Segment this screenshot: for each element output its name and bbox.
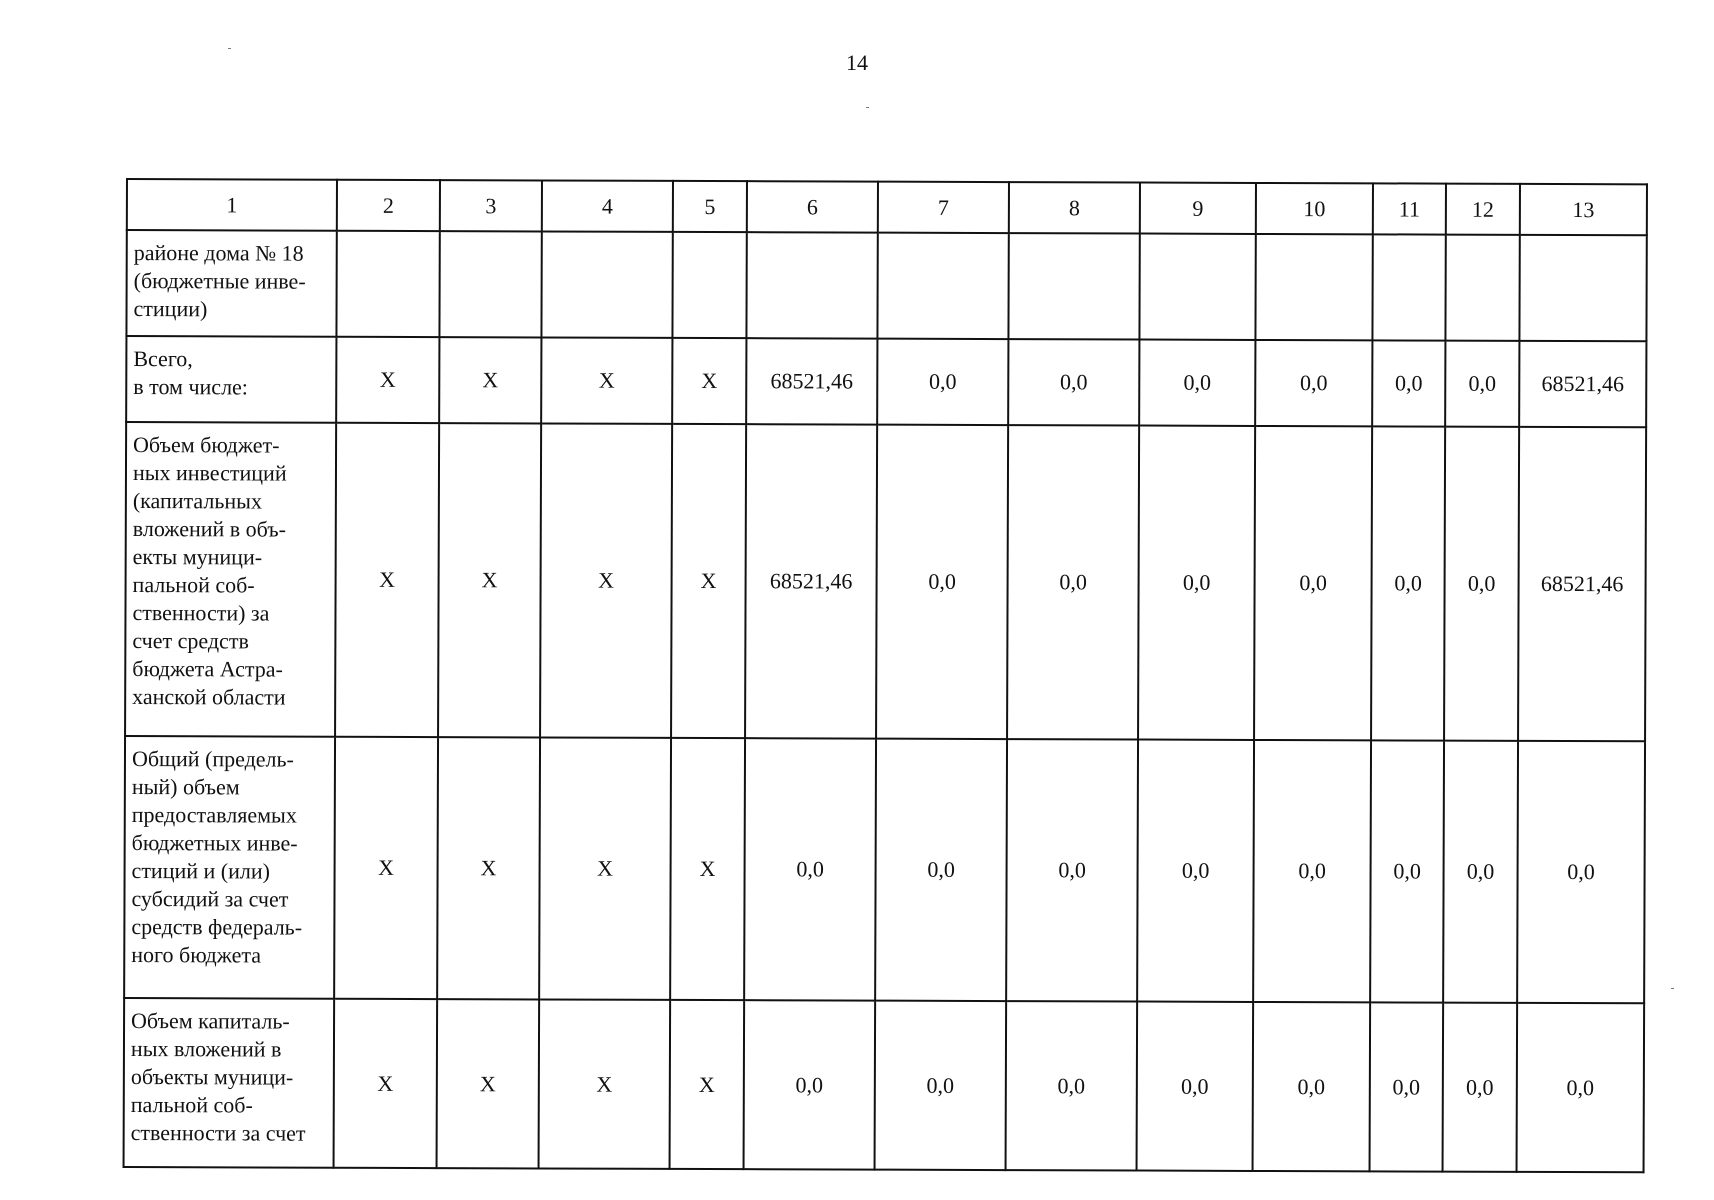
table-cell: 0,0	[1137, 1002, 1254, 1171]
table-cell: 0,0	[1006, 1001, 1138, 1170]
column-header: 5	[673, 181, 747, 232]
table-cell: 68521,46	[1518, 427, 1646, 741]
column-header: 4	[542, 180, 673, 231]
table-cell	[1139, 234, 1255, 340]
table-cell: 0,0	[1007, 425, 1139, 739]
table-cell	[541, 231, 672, 337]
table-cell: X	[672, 338, 746, 424]
table-row-regional-budget	[125, 422, 1646, 741]
table-cell: 0,0	[1443, 741, 1518, 1003]
table-cell: 0,0	[1517, 1003, 1645, 1172]
table-cell	[1008, 233, 1139, 339]
table-cell	[439, 231, 541, 337]
table-cell: X	[437, 999, 540, 1168]
table-cell: 0,0	[1372, 340, 1445, 426]
row-label: Всего, в том числе:	[126, 336, 336, 423]
scan-speck	[228, 48, 231, 49]
table-cell: 0,0	[744, 1000, 876, 1169]
table-cell: X	[437, 737, 540, 999]
table-cell	[336, 231, 439, 337]
table-cell: 0,0	[1253, 740, 1371, 1002]
table-cell: 0,0	[744, 738, 876, 1000]
table-cell: X	[541, 337, 672, 423]
row-label: районе дома № 18 (бюджетные инве- стиции)	[126, 230, 336, 337]
table-cell: X	[670, 1000, 745, 1169]
column-header: 8	[1009, 182, 1140, 233]
table-row-capital-investment	[124, 998, 1645, 1172]
table-cell: 0,0	[1008, 339, 1139, 425]
table-cell: 0,0	[1139, 340, 1255, 426]
table-cell: 0,0	[1137, 740, 1254, 1002]
table-cell: X	[336, 337, 439, 423]
table-cell: 0,0	[1444, 427, 1519, 741]
scan-speck	[1671, 988, 1674, 989]
table-cell: X	[335, 423, 439, 737]
table-cell: 0,0	[1443, 1003, 1518, 1172]
table-cell: X	[439, 337, 541, 423]
table-cell: X	[670, 738, 745, 1000]
table-cell: 0,0	[1255, 340, 1372, 426]
table-cell: X	[334, 737, 438, 999]
table-cell	[877, 233, 1008, 339]
table-cell: 0,0	[1371, 426, 1445, 740]
table-cell: 0,0	[877, 339, 1008, 425]
column-header: 3	[440, 180, 542, 231]
table-cell: 0,0	[1253, 1002, 1371, 1171]
table-cell: 0,0	[1517, 741, 1645, 1003]
table-cell: X	[540, 423, 672, 737]
page-number: 14	[846, 50, 868, 75]
table-cell	[746, 232, 877, 338]
column-header: 11	[1373, 183, 1446, 234]
table-cell	[672, 232, 746, 338]
column-header: 2	[337, 180, 440, 231]
row-label: Объем капиталь- ных вложений в объекты муници- пальной соб- ственности за счет	[124, 998, 335, 1168]
row-label: Объем бюджет- ных инвестиций (капитальных вложений в объ- екты муници- пальной соб- ственности) за счет средств бюджета Астра- ханской области	[125, 422, 336, 737]
table-cell: X	[438, 423, 541, 737]
column-header: 1	[127, 179, 337, 231]
table-row-federal-budget	[124, 736, 1645, 1003]
table-cell: 0,0	[1254, 426, 1372, 740]
row-label: Общий (предель- ный) объем предоставляемых бюджетных инве- стиций и (или) субсидий за счет средств федераль- ного бюджета	[124, 736, 335, 999]
column-header: 10	[1256, 183, 1373, 234]
column-header: 7	[878, 182, 1009, 233]
column-header: 9	[1140, 183, 1256, 234]
table-cell: 0,0	[876, 425, 1008, 739]
table-cell: 0,0	[875, 1001, 1007, 1170]
table-cell: 0,0	[1370, 740, 1444, 1002]
table-cell: 0,0	[1138, 426, 1255, 740]
table-cell: 68521,46	[745, 424, 877, 738]
table-cell	[1445, 235, 1519, 341]
column-header: 12	[1446, 184, 1520, 235]
table-cell: X	[334, 999, 438, 1168]
table-cell: 68521,46	[746, 338, 877, 424]
column-header: 13	[1520, 184, 1647, 235]
table-cell: 0,0	[1006, 739, 1138, 1001]
table-cell: X	[539, 999, 671, 1168]
table-cell	[1372, 234, 1445, 340]
table-cell: 68521,46	[1519, 341, 1646, 427]
table-row-continued-object	[126, 230, 1646, 341]
column-number-row	[127, 179, 1647, 235]
budget-table	[123, 178, 1648, 1173]
table-cell: X	[539, 737, 671, 999]
column-header: 6	[747, 181, 878, 232]
table-cell	[1519, 235, 1646, 341]
table-row-total	[126, 336, 1646, 427]
scan-speck	[866, 107, 869, 108]
table-cell: X	[671, 424, 746, 738]
table-cell: 0,0	[1370, 1002, 1444, 1171]
table-cell: 0,0	[1445, 341, 1519, 427]
table-cell	[1255, 234, 1372, 340]
table-cell: 0,0	[875, 739, 1007, 1001]
